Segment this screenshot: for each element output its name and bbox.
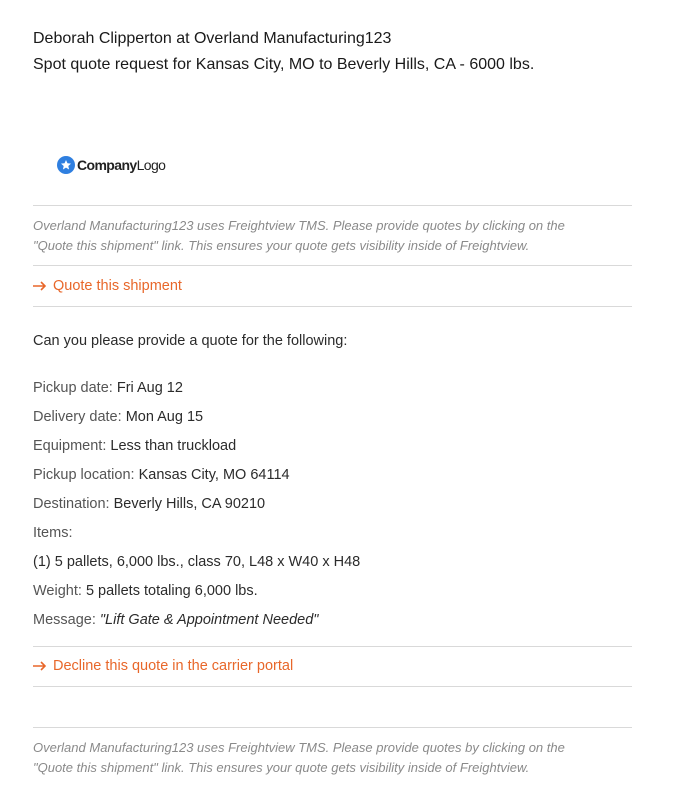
equipment-row	[33, 432, 360, 461]
pickup-location-label: Pickup location:	[33, 467, 135, 483]
freightview-notice-bottom	[33, 738, 633, 778]
subject-line: Spot quote request for Kansas City, MO to Beverly Hills, CA - 6000 lbs.	[33, 56, 535, 73]
pickup-date-value: Fri Aug 12	[116, 380, 183, 396]
equipment-label: Equipment:	[33, 438, 107, 454]
quote-shipment-label[interactable]: Quote this shipment	[53, 278, 182, 294]
divider-decline-bottom	[33, 686, 632, 687]
weight-label: Weight:	[33, 583, 82, 599]
logo-text-bold: Company	[77, 157, 137, 173]
weight-value: 5 pallets totaling 6,000 lbs.	[85, 583, 258, 599]
delivery-date-value: Mon Aug 15	[125, 409, 204, 425]
divider-top	[33, 205, 632, 206]
notice-line-1: Overland Manufacturing123 uses Freightview TMS. Please provide quotes by clicking on the	[33, 218, 565, 233]
divider-decline-top	[33, 646, 632, 647]
email-header	[33, 26, 534, 78]
divider-bottom	[33, 727, 632, 728]
pickup-date-row	[33, 374, 360, 403]
notice-line-2: "Quote this shipment" link. This ensures your quote gets visibility inside of Freightview.	[33, 238, 530, 253]
logo-text	[77, 157, 165, 173]
decline-quote-label[interactable]: Decline this quote in the carrier portal	[53, 658, 294, 674]
weight-row	[33, 577, 360, 606]
company-logo	[57, 154, 165, 176]
arrow-right-icon	[33, 276, 47, 296]
destination-label: Destination:	[33, 496, 110, 512]
items-row	[33, 519, 360, 548]
intro-text: Can you please provide a quote for the following:	[33, 333, 348, 349]
logo-text-regular: Logo	[136, 157, 166, 173]
pickup-location-row	[33, 461, 360, 490]
star-icon	[57, 156, 75, 174]
message-label: Message:	[33, 612, 96, 628]
items-label: Items:	[33, 525, 73, 541]
message-row	[33, 606, 360, 635]
pickup-location-value: Kansas City, MO 64114	[138, 467, 290, 483]
decline-quote-link[interactable]	[33, 656, 293, 676]
delivery-date-label: Delivery date:	[33, 409, 122, 425]
quote-details	[33, 374, 360, 635]
sender-line: Deborah Clipperton at Overland Manufacturing123	[33, 30, 392, 47]
item-1-value: (1) 5 pallets, 6,000 lbs., class 70, L48 x W40 x H48	[33, 554, 361, 570]
notice-line-2: "Quote this shipment" link. This ensures your quote gets visibility inside of Freightview.	[33, 760, 530, 775]
message-value: "Lift Gate & Appointment Needed"	[99, 612, 319, 628]
quote-shipment-link[interactable]	[33, 276, 182, 296]
equipment-value: Less than truckload	[110, 438, 237, 454]
pickup-date-label: Pickup date:	[33, 380, 113, 396]
divider-quote-bottom	[33, 306, 632, 307]
delivery-date-row	[33, 403, 360, 432]
freightview-notice-top	[33, 216, 633, 256]
arrow-right-icon	[33, 656, 47, 676]
destination-value: Beverly Hills, CA 90210	[113, 496, 266, 512]
destination-row	[33, 490, 360, 519]
item-1-row	[33, 548, 360, 577]
notice-line-1: Overland Manufacturing123 uses Freightview TMS. Please provide quotes by clicking on the	[33, 740, 565, 755]
divider-quote-top	[33, 265, 632, 266]
